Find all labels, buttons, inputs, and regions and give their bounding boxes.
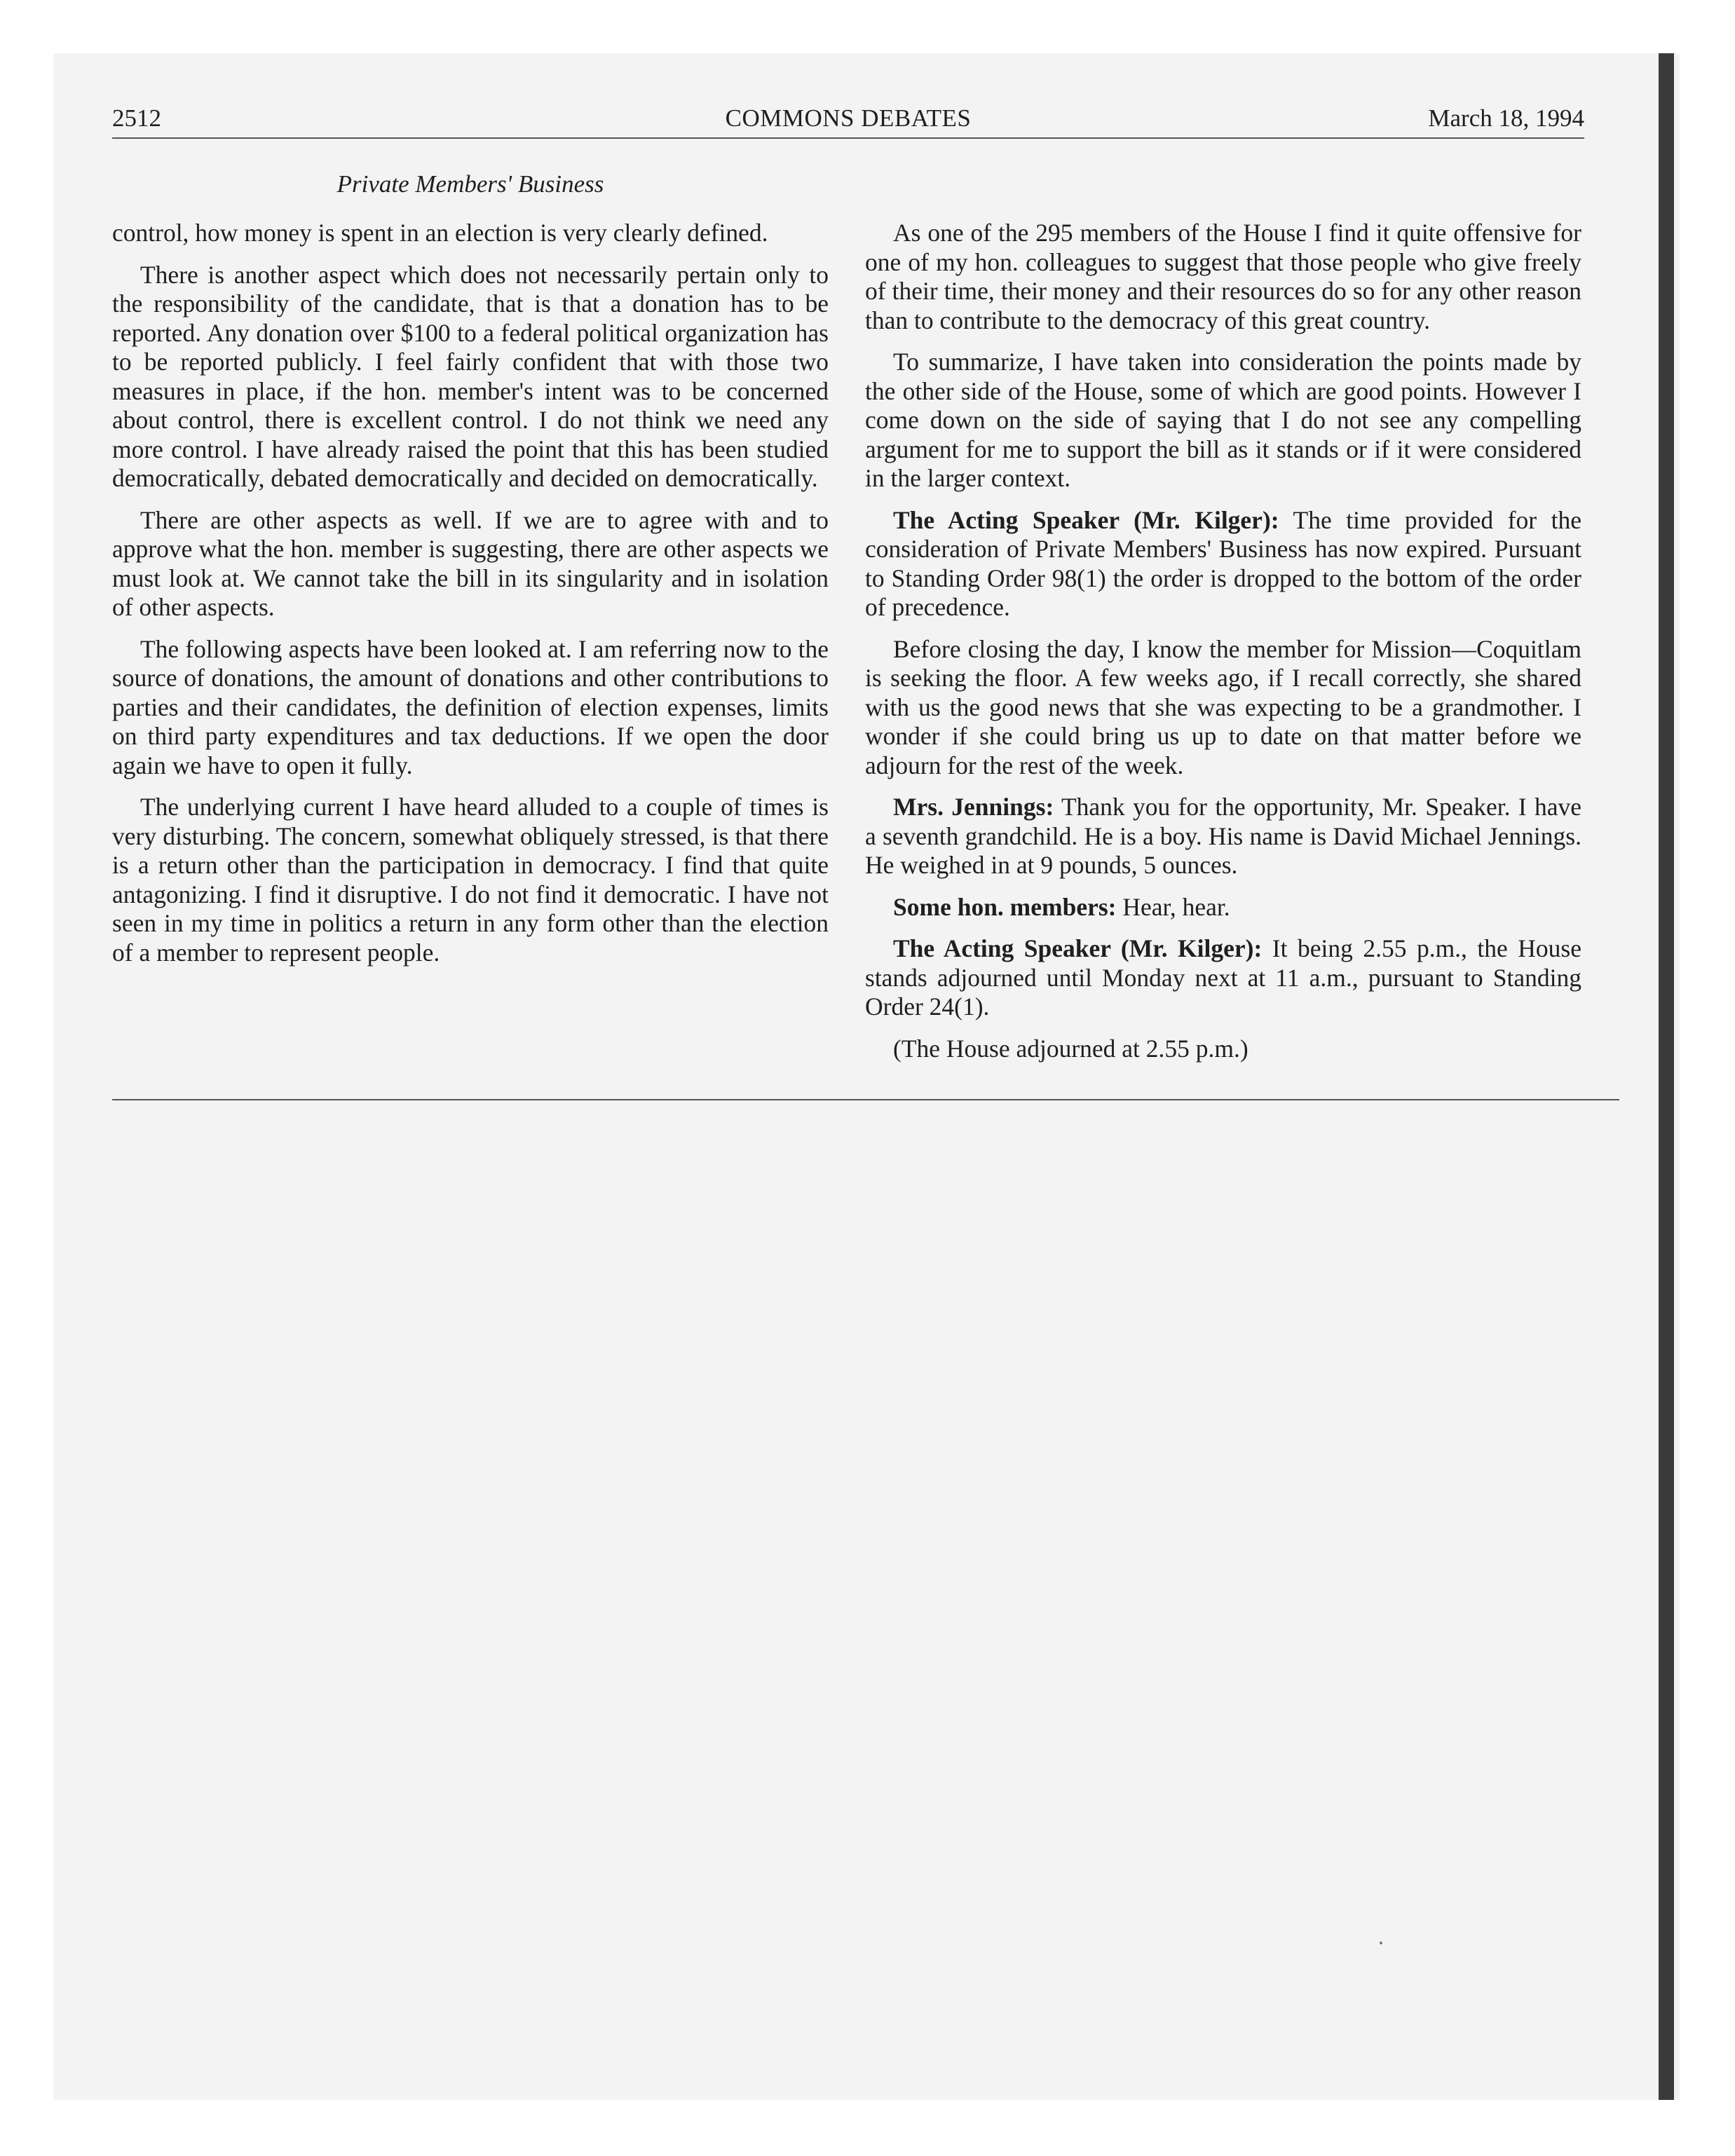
page-number: 2512 [112, 104, 161, 132]
speaker-name: Mrs. Jennings: [893, 793, 1054, 821]
scan-speck [1380, 1942, 1382, 1944]
speech-text: Hear, hear. [1116, 892, 1230, 921]
speech [865, 893, 1581, 922]
paragraph: As one of the 295 members of the House I find it quite offensive for one of my hon. colleagues to suggest that those people who give freely of their time, their money and their resources do so for any other reason than to contribute to the democracy of this great country. [865, 219, 1581, 334]
speaker-name: The Acting Speaker (Mr. Kilger): [893, 505, 1279, 534]
speech [865, 506, 1581, 622]
speech [865, 793, 1581, 880]
publication-date: March 18, 1994 [1428, 104, 1584, 132]
closing-note: (The House adjourned at 2.55 p.m.) [893, 1034, 1248, 1063]
speaker-name: Some hon. members: [893, 892, 1117, 921]
paragraph: There is another aspect which does not necessarily pertain only to the responsibility of the candidate, that is that a donation has to be reported. Any donation over $100 to a federal political organization has to be reported publicly. I feel fairly confident that with those two measures in place, if the hon. member's intent was to be concerned about control, there is excellent control. I do not think we need any more control. I have already raised the point that this has been studied democratically, debated democratically and decided on democratically. [112, 260, 829, 492]
speech-text: Thank you for the opportunity, Mr. Speaker. I have a seventh grandchild. He is a boy. His name is David Michael Jennings. He weighed in at 9 pounds, 5 ounces. [865, 793, 1581, 879]
paragraph: The underlying current I have heard alluded to a couple of times is very disturbing. The concern, somewhat obliquely stressed, is that there is a return other than the participation in democracy. I find that quite antagonizing. I find it disruptive. I do not find it democratic. I have not seen in my time in politics a return in any form other than the election of a member to represent people. [112, 793, 829, 967]
speech-text: It being 2.55 p.m., the House stands adjourned until Monday next at 11 a.m., pursuant to Standing Order 24(1). [865, 934, 1581, 1021]
paragraph: To summarize, I have taken into consideration the points made by the other side of the House, some of which are good points. However I come down on the side of saying that I do not see any compelling argument for me to support the bill as it stands or if it were considered in the larger context. [865, 348, 1581, 492]
paragraph: control, how money is spent in an election is very clearly defined. [112, 219, 768, 247]
right-column [865, 219, 1581, 1063]
footer-rule [112, 1099, 1619, 1100]
left-column [112, 219, 829, 967]
scan-edge-shadow [1659, 53, 1674, 2100]
running-head [112, 102, 1584, 135]
paragraph: Before closing the day, I know the member for Mission—Coquitlam is seeking the floor. A few weeks ago, if I recall correctly, she shared with us the good news that she was expecting to be a grandmother. I wonder if she could bring us up to date on that matter before we adjourn for the rest of the week. [865, 634, 1581, 779]
speech [865, 934, 1581, 1022]
header-rule [112, 137, 1584, 139]
publication-title: COMMONS DEBATES [725, 104, 972, 132]
speech-text: The time provided for the consideration of Private Members' Business has now expired. Pursuant to Standing Order 98(1) the order is dropped to the bottom of the order of precedence. [865, 505, 1581, 621]
paragraph: There are other aspects as well. If we are to agree with and to approve what the hon. member is suggesting, there are other aspects we must look at. We cannot take the bill in its singularity and in isolation of other aspects. [112, 505, 829, 621]
paragraph: The following aspects have been looked at. I am referring now to the source of donations, the amount of donations and other contributions to parties and their candidates, the definition of election expenses, limits on third party expenditures and tax deductions. If we open the door again we have to open it fully. [112, 634, 829, 779]
section-title: Private Members' Business [336, 170, 604, 198]
speaker-name: The Acting Speaker (Mr. Kilger): [893, 934, 1263, 962]
